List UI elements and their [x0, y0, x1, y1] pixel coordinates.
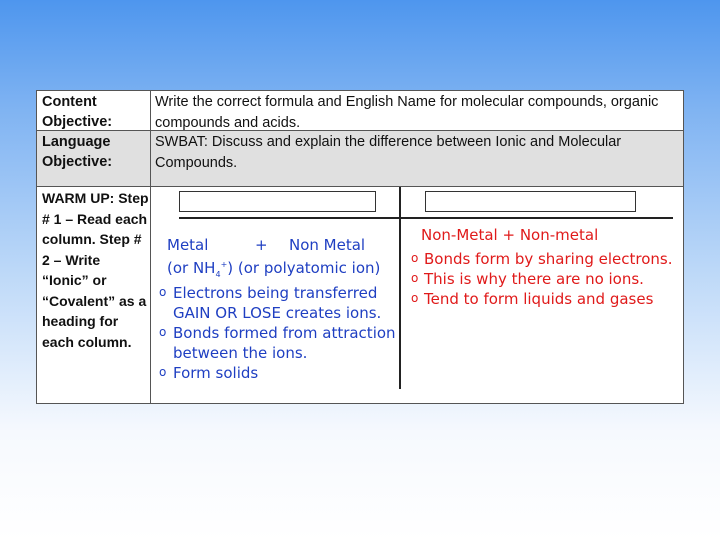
plus-sign: +	[255, 236, 268, 254]
content-objective-text: Write the correct formula and English Name for molecular compounds, organic compounds and acids.	[155, 94, 659, 131]
left-column-heading-box[interactable]	[179, 191, 376, 212]
warm-up-row	[37, 187, 683, 404]
column-header-divider	[179, 217, 673, 219]
list-item: o Electrons being transferred GAIN OR LOSE creates ions.	[159, 283, 397, 323]
content-objective-row	[37, 91, 683, 131]
comparison-worksheet	[151, 187, 683, 404]
right-column-heading-box[interactable]	[425, 191, 636, 212]
polyatomic-note: (or polyatomic ion)	[237, 259, 381, 277]
list-item: o Bonds formed from attraction between the ions.	[159, 323, 397, 363]
warm-up-instructions: WARM UP: Step # 1 – Read each column. Step # 2 – Write “Ionic” or “Covalent” as a heading for each column.	[37, 187, 151, 404]
ammonium-prefix: (or NH	[167, 259, 216, 277]
language-objective-row	[37, 131, 683, 187]
covalent-formula-line: Non-Metal + Non-metal	[421, 226, 599, 244]
list-item: o This is why there are no ions.	[411, 269, 684, 289]
column-divider	[399, 187, 401, 389]
ammonium-suffix: )	[227, 259, 234, 277]
ammonium-note-line	[167, 255, 397, 285]
ammonium-superscript: +	[220, 260, 228, 269]
list-item: o Form solids	[159, 363, 397, 383]
objectives-table	[36, 90, 684, 404]
content-objective-label: Content Objective:	[37, 91, 151, 130]
language-objective-label: Language Objective:	[37, 131, 151, 186]
metal-label: Metal	[167, 236, 209, 254]
list-item: o Tend to form liquids and gases	[411, 289, 684, 309]
nonmetal-label: Non Metal	[289, 236, 366, 254]
language-objective-text: SWBAT: Discuss and explain the difference between Ionic and Molecular Compounds.	[155, 134, 622, 171]
ionic-bullet-list	[159, 283, 397, 383]
covalent-bullet-list	[411, 249, 684, 309]
ammonium-subscript: 4	[215, 270, 221, 279]
list-item: o Bonds form by sharing electrons.	[411, 249, 684, 269]
